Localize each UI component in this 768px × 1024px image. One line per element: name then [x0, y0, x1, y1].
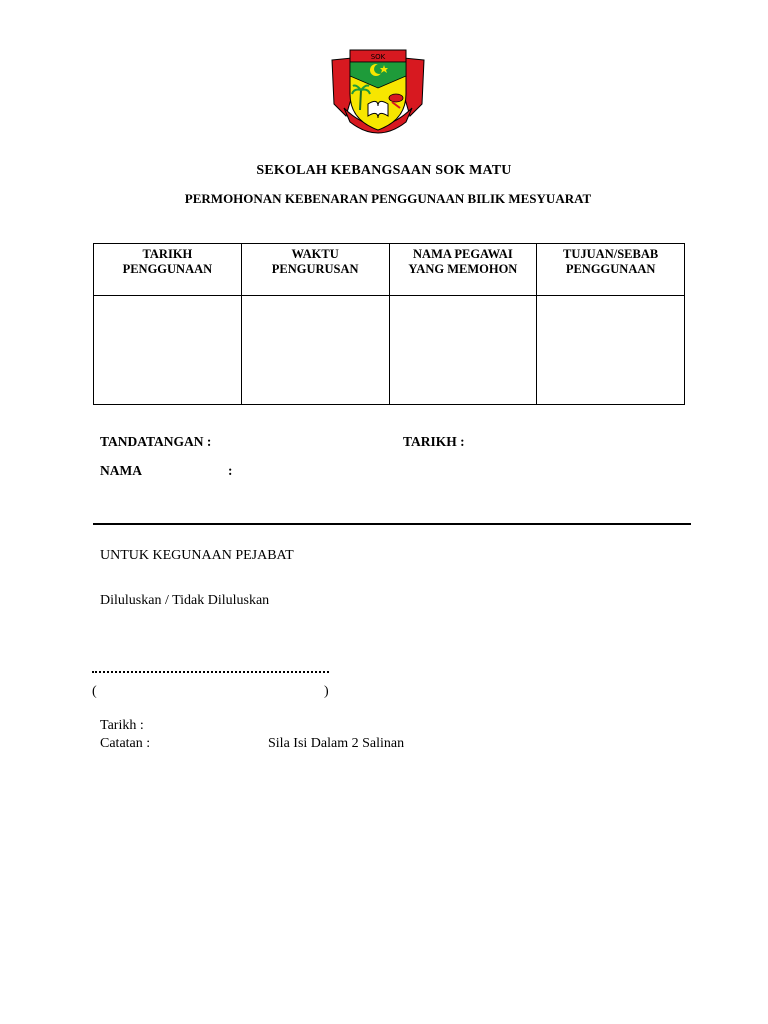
cell-nama-pegawai[interactable]	[389, 296, 537, 405]
signature-dotted-line	[92, 671, 329, 673]
applicant-date-label: TARIKH :	[403, 434, 465, 449]
column-header-waktu-pengurusan: WAKTU PENGURUSAN	[241, 244, 389, 296]
approval-status-text: Diluluskan / Tidak Diluluskan	[100, 593, 270, 608]
office-use-heading: UNTUK KEGUNAAN PEJABAT	[100, 548, 294, 563]
section-divider	[93, 523, 691, 525]
name-paren-close: )	[324, 684, 329, 699]
crest-top-text: SOK	[370, 53, 386, 61]
cell-waktu-pengurusan[interactable]	[241, 296, 389, 405]
school-crest-logo	[326, 46, 430, 138]
table-header-row	[94, 244, 685, 296]
column-header-nama-pegawai: NAMA PEGAWAI YANG MEMOHON	[389, 244, 537, 296]
table-row	[94, 296, 685, 405]
request-table	[93, 243, 685, 405]
office-date-label: Tarikh :	[100, 718, 144, 733]
column-header-tujuan-sebab: TUJUAN/SEBAB PENGGUNAAN	[537, 244, 685, 296]
name-colon: :	[228, 463, 233, 478]
column-header-tarikh-penggunaan: TARIKH PENGGUNAAN	[94, 244, 242, 296]
name-label: NAMA	[100, 463, 142, 478]
name-paren-open: (	[92, 684, 97, 699]
note-text: Sila Isi Dalam 2 Salinan	[268, 736, 405, 751]
form-title: PERMOHONAN KEBENARAN PENGGUNAAN BILIK MESYUARAT	[184, 191, 592, 206]
note-label: Catatan :	[100, 736, 151, 751]
cell-tarikh-penggunaan[interactable]	[94, 296, 242, 405]
cell-tujuan-sebab[interactable]	[537, 296, 685, 405]
signature-label: TANDATANGAN :	[100, 434, 212, 449]
school-name: SEKOLAH KEBANGSAAN SOK MATU	[256, 163, 512, 178]
